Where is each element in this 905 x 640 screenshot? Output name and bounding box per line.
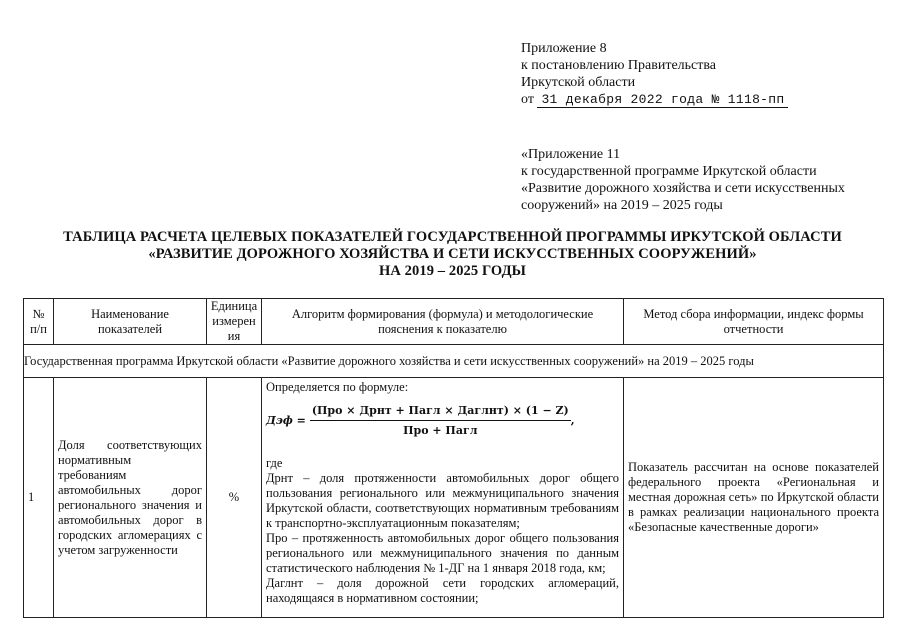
indicator-algorithm: [262, 378, 624, 618]
row-number: 1: [24, 378, 54, 618]
formula-fraction: [310, 403, 571, 438]
header-algorithm-l2: пояснения к показателю: [378, 321, 507, 336]
indicator-name: Доля соответствующих нормативным требованиям автомобильных дорог регионального значения и автомобильных дорог в городских агломерациях с учетом загруженности: [54, 378, 207, 618]
header-algorithm-l1: Алгоритм формирования (формула) и методологические: [291, 306, 594, 321]
program-title-row: [24, 345, 884, 378]
definition-drnt: Дрнт – доля протяженности автомобильных дорог общего пользования регионального или межмуниципального значения Иркутской области, соответствующих нормативным требованиям к транспортно-эксплуатационным показателям;: [266, 471, 619, 530]
algorithm-intro: Определяется по формуле:: [266, 380, 409, 394]
definition-pro: Про – протяженность автомобильных дорог общего пользования регионального или межмуниципального значения по данным статистического наблюдения № 1-ДГ на 1 января 2018 года, км;: [266, 531, 619, 575]
program-ref-line2: к государственной программе Иркутской области: [521, 164, 817, 179]
formula-numerator: (Про × Дрнт + Пагл × Даглнт) × (1 − Z): [310, 403, 571, 421]
program-ref-line3: «Развитие дорожного хозяйства и сети искусственных: [521, 181, 845, 196]
header-name: [54, 299, 207, 345]
header-number-l1: №: [32, 306, 45, 321]
table-header-row: [24, 299, 884, 345]
title-line2: «РАЗВИТИЕ ДОРОЖНОГО ХОЗЯЙСТВА И СЕТИ ИСКУССТВЕННЫХ СООРУЖЕНИЙ»: [148, 246, 757, 262]
appendix-number: Приложение 8: [521, 41, 607, 56]
table-row: [24, 378, 884, 618]
program-ref-line4: сооружений» на 2019 – 2025 годы: [521, 198, 723, 213]
header-number-l2: п/п: [30, 321, 47, 336]
indicator-source: Показатель рассчитан на основе показателей федерального проекта «Региональная и местная дорожная сеть» по Иркутской области в рамках реализации национального проекта «Безопасные качественные дороги»: [624, 378, 884, 618]
formula-comma: ,: [570, 414, 575, 427]
header-unit-l3: ия: [227, 329, 241, 343]
formula: [266, 403, 619, 438]
appendix-date-line: [521, 91, 788, 108]
definition-daglnt: Даглнт – доля дорожной сети городских агломераций, находящаяся в нормативном состоянии;: [266, 576, 619, 605]
program-title-cell: Государственная программа Иркутской области «Развитие дорожного хозяйства и сети искусственных сооружений» на 2019 – 2025 годы: [24, 345, 884, 378]
algorithm-where: где: [266, 456, 283, 470]
date-stamp: 31 декабря 2022 года № 1118-пп: [537, 92, 788, 108]
header-source-l2: отчетности: [723, 321, 784, 336]
header-source: [624, 299, 884, 345]
indicator-unit: %: [207, 378, 262, 618]
appendix-region: Иркутской области: [521, 75, 636, 90]
date-prefix: от: [521, 92, 534, 107]
appendix-header: [521, 40, 788, 108]
appendix-decree: к постановлению Правительства: [521, 58, 717, 73]
header-source-l1: Метод сбора информации, индекс формы: [643, 306, 864, 321]
indicators-table: [23, 298, 884, 618]
header-name-l1: Наименование: [91, 306, 169, 321]
title-line3: НА 2019 – 2025 ГОДЫ: [378, 263, 527, 279]
program-ref-line1: «Приложение 11: [521, 147, 621, 162]
document-title: [0, 229, 905, 280]
header-name-l2: показателей: [97, 321, 163, 336]
title-line1: ТАБЛИЦА РАСЧЕТА ЦЕЛЕВЫХ ПОКАЗАТЕЛЕЙ ГОСУДАРСТВЕННОЙ ПРОГРАММЫ ИРКУТСКОЙ ОБЛАСТИ: [63, 229, 842, 245]
header-number: [24, 299, 54, 345]
formula-lhs: Дэф =: [266, 414, 306, 427]
header-unit-l2: измерен: [212, 314, 256, 328]
program-reference: [521, 146, 891, 214]
header-unit-l1: Единица: [210, 299, 258, 313]
header-unit: [207, 299, 262, 345]
header-algorithm: [262, 299, 624, 345]
formula-denominator: Про + Пагл: [403, 424, 478, 437]
